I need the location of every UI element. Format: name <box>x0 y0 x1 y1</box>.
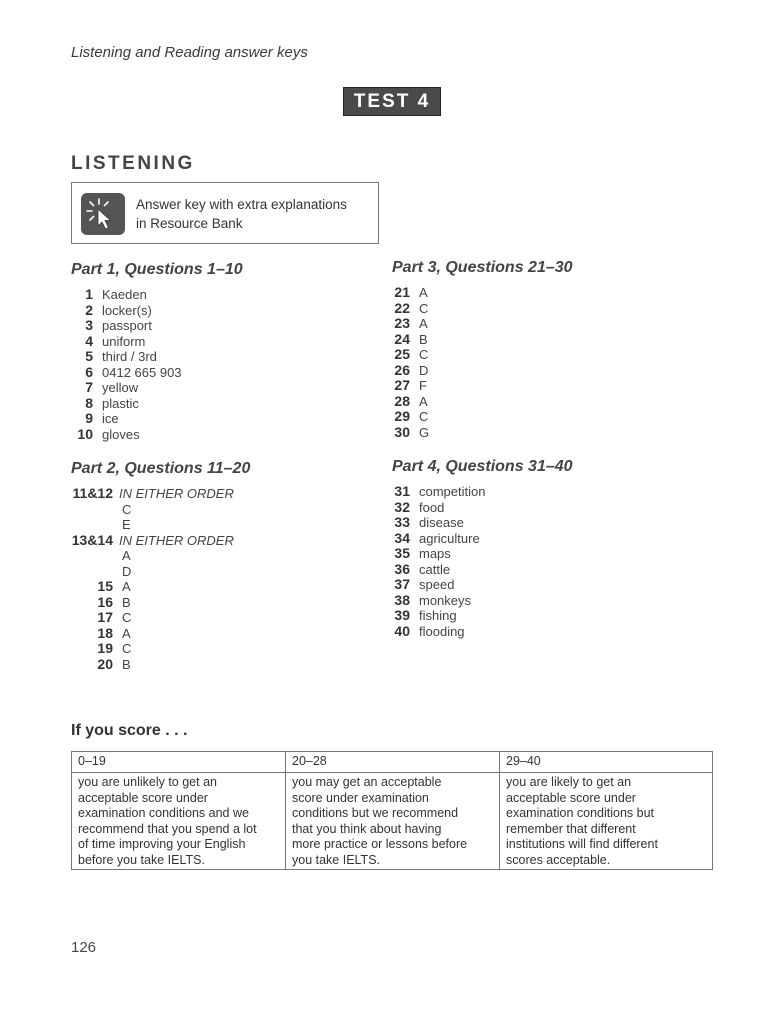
answer-row <box>392 577 485 593</box>
score-advice-line: acceptable score under <box>78 790 208 805</box>
part-1-answers <box>71 287 182 442</box>
answer-row <box>392 363 429 379</box>
answer-number: 28 <box>394 392 410 409</box>
score-advice-line: more practice or lessons before <box>292 837 468 851</box>
answer-value: C <box>122 501 132 517</box>
answer-value: passport <box>102 318 152 333</box>
resource-line: in Resource Bank <box>136 216 243 231</box>
score-table <box>71 751 713 870</box>
resource-text <box>136 195 376 233</box>
part-2-title: Part 2, Questions 11–20 <box>71 460 251 477</box>
answer-number: 22 <box>394 299 410 316</box>
score-range: 29–40 <box>500 752 713 773</box>
score-range: 0–19 <box>72 752 286 773</box>
score-heading: If you score . . . <box>71 722 188 739</box>
score-advice <box>500 773 713 870</box>
answer-row <box>392 608 485 624</box>
answer-value: ice <box>102 411 119 426</box>
answer-number: 25 <box>394 346 410 362</box>
answer-note: IN EITHER ORDER <box>119 486 234 501</box>
page-number: 126 <box>71 939 97 956</box>
answer-value: gloves <box>102 426 140 442</box>
answer-value: D <box>419 362 429 378</box>
answer-number: 5 <box>85 348 93 364</box>
score-header-row <box>72 752 713 773</box>
answer-number: 31 <box>394 483 410 499</box>
answer-number: 21 <box>394 284 410 300</box>
score-advice-line: you are likely to get an <box>506 775 632 789</box>
answer-number: 35 <box>394 545 410 561</box>
page-header: Listening and Reading answer keys <box>71 44 308 61</box>
answer-number: 13&14 <box>71 531 113 548</box>
answer-value: A <box>419 316 428 331</box>
score-advice-line: of time improving your English <box>78 837 246 851</box>
answer-number: 3 <box>85 317 93 333</box>
score-advice-line: recommend that you spend a lot <box>78 821 257 836</box>
answer-value: A <box>419 285 428 300</box>
answer-value: third / 3rd <box>102 349 157 364</box>
answer-number: 38 <box>394 591 410 608</box>
answer-number: 33 <box>394 514 410 530</box>
answer-value: disease <box>419 515 464 530</box>
answer-row <box>71 641 234 657</box>
score-advice-line: remember that different <box>506 821 636 836</box>
answer-value: C <box>419 409 429 424</box>
answer-value: cattle <box>419 561 451 577</box>
answer-row <box>392 484 485 500</box>
answer-note: IN EITHER ORDER <box>119 532 234 548</box>
part-2-answers <box>71 486 234 672</box>
score-advice-line: acceptable score under <box>506 790 636 805</box>
answer-row <box>392 347 429 363</box>
resource-bank-box <box>71 182 379 244</box>
answer-number: 34 <box>394 529 410 546</box>
answer-value: A <box>419 393 428 409</box>
answer-number: 4 <box>85 332 93 349</box>
answer-number: 26 <box>394 361 410 378</box>
score-text-row <box>72 773 713 870</box>
score-advice <box>72 773 286 870</box>
answer-row <box>392 394 429 410</box>
answer-value: C <box>122 641 132 656</box>
answer-value: food <box>419 499 445 515</box>
part-3-answers <box>392 285 429 440</box>
answer-number: 32 <box>394 498 410 515</box>
answer-number: 29 <box>394 408 410 424</box>
answer-row <box>71 579 234 595</box>
answer-row <box>392 546 485 562</box>
answer-row <box>71 349 182 365</box>
answer-row <box>71 365 182 381</box>
answer-number: 30 <box>394 423 410 440</box>
answer-value: G <box>419 424 430 440</box>
answer-row <box>71 287 182 303</box>
answer-row <box>392 593 485 609</box>
answer-row <box>71 318 182 334</box>
answer-value: B <box>419 331 428 347</box>
answer-value: maps <box>419 546 451 561</box>
answer-value: F <box>419 378 427 393</box>
answer-number: 27 <box>394 377 410 393</box>
answer-value: B <box>122 656 131 672</box>
answer-value: C <box>419 300 429 316</box>
answer-value: competition <box>419 484 486 499</box>
answer-row <box>392 515 485 531</box>
answer-number: 37 <box>394 576 410 592</box>
answer-row <box>392 409 429 425</box>
answer-row <box>392 624 485 640</box>
answer-value: agriculture <box>419 530 480 546</box>
answer-row <box>71 396 182 412</box>
answer-number: 8 <box>85 394 93 411</box>
score-advice-line: score under examination <box>292 790 429 805</box>
answer-number: 2 <box>85 301 93 318</box>
score-advice-line: you are unlikely to get an <box>78 775 217 789</box>
answer-row <box>392 425 429 441</box>
answer-row <box>71 486 234 502</box>
score-advice-line: institutions will find different <box>506 837 658 851</box>
score-range: 20–28 <box>286 752 500 773</box>
answer-number: 39 <box>394 607 410 623</box>
score-advice-line: that you think about having <box>292 821 442 836</box>
answer-value: B <box>122 594 131 610</box>
answer-value: C <box>419 347 429 362</box>
answer-row <box>71 595 234 611</box>
answer-row <box>71 657 234 673</box>
answer-number: 9 <box>85 410 93 426</box>
answer-row <box>71 427 182 443</box>
score-advice-line: you may get an acceptable <box>292 775 442 789</box>
answer-row <box>71 548 234 564</box>
answer-value: D <box>122 563 132 579</box>
answer-number: 10 <box>77 425 93 442</box>
answer-row <box>71 610 234 626</box>
score-advice-line: examination conditions and we <box>78 806 249 820</box>
answer-number: 36 <box>394 560 410 577</box>
answer-row <box>71 303 182 319</box>
part-3-title: Part 3, Questions 21–30 <box>392 259 573 276</box>
answer-number: 15 <box>97 578 113 594</box>
answer-number: 17 <box>97 609 113 625</box>
answer-row <box>71 334 182 350</box>
answer-number: 7 <box>85 379 93 395</box>
part-4-answers <box>392 484 485 639</box>
answer-value: locker(s) <box>102 302 152 318</box>
answer-row <box>71 380 182 396</box>
answer-value: flooding <box>419 623 465 639</box>
test-badge: TEST 4 <box>343 87 441 116</box>
answer-row <box>392 332 429 348</box>
answer-value: plastic <box>102 395 139 411</box>
answer-number: 11&12 <box>72 485 113 501</box>
answer-value: fishing <box>419 608 457 623</box>
answer-row <box>392 500 485 516</box>
answer-value: yellow <box>102 380 139 395</box>
answer-number: 16 <box>97 593 113 610</box>
answer-number: 6 <box>85 363 93 380</box>
answer-row <box>71 626 234 642</box>
answer-value: C <box>122 610 132 625</box>
answer-value: 0412 665 903 <box>102 364 182 380</box>
answer-value: A <box>122 625 131 641</box>
part-1-title: Part 1, Questions 1–10 <box>71 261 243 278</box>
answer-number: 18 <box>97 624 113 641</box>
answer-row <box>71 502 234 518</box>
answer-row <box>71 564 234 580</box>
answer-number: 24 <box>394 330 410 347</box>
answer-row <box>392 316 429 332</box>
section-title: LISTENING <box>71 153 195 174</box>
answer-row <box>71 533 234 549</box>
answer-value: uniform <box>102 333 146 349</box>
answer-row <box>392 531 485 547</box>
answer-number: 20 <box>97 655 113 672</box>
answer-row <box>392 285 429 301</box>
answer-number: 40 <box>394 622 410 639</box>
score-advice-line: before you take IELTS. <box>78 852 205 867</box>
score-advice <box>286 773 500 870</box>
answer-value: E <box>122 517 131 532</box>
answer-row <box>392 378 429 394</box>
answer-row <box>71 411 182 427</box>
answer-number: 1 <box>85 286 93 302</box>
answer-value: A <box>122 548 131 563</box>
answer-row <box>392 562 485 578</box>
cursor-click-icon <box>81 193 125 235</box>
answer-row <box>71 517 234 533</box>
score-advice-line: examination conditions but <box>506 806 655 820</box>
answer-value: speed <box>419 577 455 592</box>
score-advice-line: scores acceptable. <box>506 852 611 867</box>
answer-row <box>392 301 429 317</box>
score-advice-line: conditions but we recommend <box>292 806 459 820</box>
answer-number: 23 <box>394 315 410 331</box>
part-4-title: Part 4, Questions 31–40 <box>392 458 573 475</box>
score-advice-line: you take IELTS. <box>292 852 381 867</box>
resource-line: Answer key with extra explanations <box>136 197 347 212</box>
answer-value: monkeys <box>419 592 472 608</box>
answer-value: Kaeden <box>102 287 147 302</box>
answer-value: A <box>122 579 131 594</box>
answer-number: 19 <box>97 640 113 656</box>
